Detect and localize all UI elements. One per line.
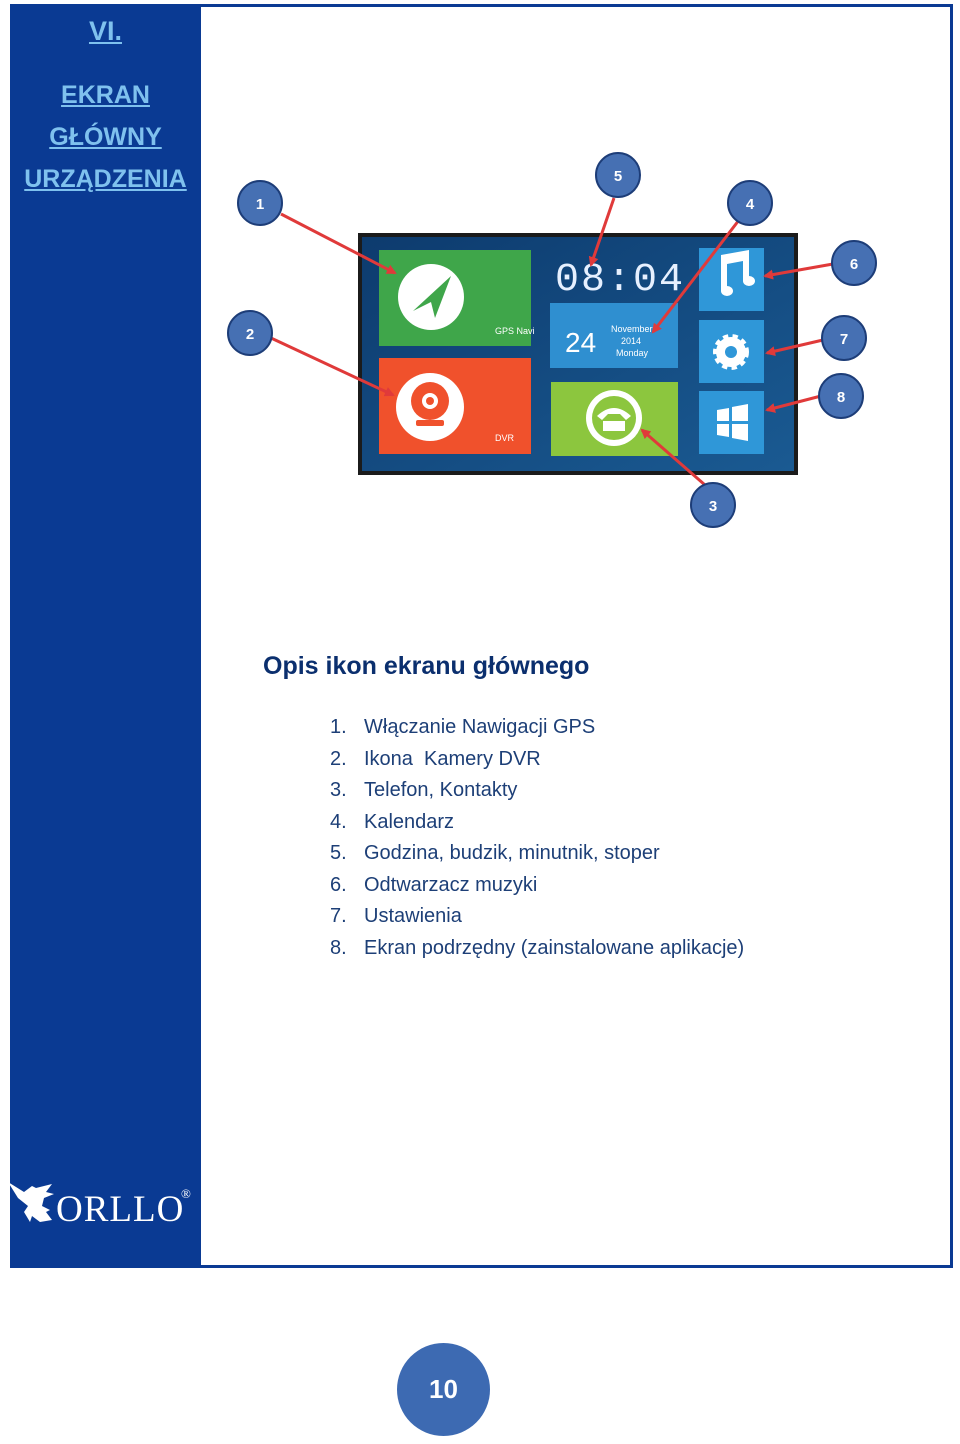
- list-item: [330, 901, 744, 933]
- callout-label: 3: [708, 498, 718, 515]
- gps-tile-label: GPS Navi: [495, 326, 535, 336]
- list-item: [330, 712, 744, 744]
- list-item: [330, 870, 744, 902]
- item-number: 8.: [330, 936, 347, 959]
- section-title-line: URZĄDZENIA: [24, 165, 187, 193]
- callout-label: 5: [613, 168, 623, 185]
- list-item: [330, 838, 744, 870]
- section-title-line: GŁÓWNY: [49, 123, 162, 151]
- dvr-tile-label: DVR: [495, 433, 515, 443]
- item-text: Ikona Kamery DVR: [364, 747, 541, 770]
- registered-mark: ®: [181, 1186, 191, 1201]
- calendar-month: November: [611, 324, 653, 334]
- item-number: 3.: [330, 779, 347, 801]
- item-number: 4.: [330, 810, 347, 833]
- section-title: [10, 74, 201, 200]
- main-screen-diagram: [225, 148, 905, 533]
- page-number: 10: [397, 1343, 490, 1436]
- item-text: Godzina, budzik, minutnik, stoper: [364, 842, 660, 864]
- item-text: Ustawienia: [364, 905, 462, 927]
- callout-label: 8: [836, 389, 846, 406]
- item-number: 2.: [330, 747, 347, 770]
- apps-tile: [699, 391, 764, 454]
- calendar-weekday: Monday: [616, 348, 649, 358]
- item-text: Odtwarzacz muzyki: [364, 873, 538, 896]
- clock-time: 08:04: [555, 258, 686, 303]
- list-item: [330, 933, 744, 965]
- diagram-caption: Opis ikon ekranu głównego: [263, 652, 590, 680]
- item-text: Ekran podrzędny (zainstalowane aplikacje): [364, 936, 745, 959]
- eagle-icon: [8, 1182, 54, 1222]
- calendar-day: 24: [565, 327, 597, 358]
- section-title-line: EKRAN: [61, 81, 150, 109]
- calendar-year: 2014: [621, 336, 642, 346]
- item-number: 1.: [330, 716, 347, 738]
- item-number: 7.: [330, 905, 347, 927]
- callout-label: 2: [245, 326, 255, 343]
- callout-label: 6: [849, 256, 859, 273]
- item-text: Kalendarz: [364, 810, 455, 833]
- list-item: [330, 775, 744, 807]
- callout-label: 7: [839, 331, 849, 348]
- callout-label: 4: [745, 196, 755, 213]
- item-text: Telefon, Kontakty: [364, 779, 518, 801]
- logo-text: ORLLO: [56, 1189, 185, 1230]
- icon-description-list: [330, 712, 744, 964]
- callout-label: 1: [255, 196, 265, 213]
- section-number: VI.: [88, 16, 122, 46]
- item-text: Włączanie Nawigacji GPS: [364, 716, 596, 738]
- item-number: 5.: [330, 842, 347, 864]
- list-item: [330, 744, 744, 776]
- list-item: [330, 807, 744, 839]
- item-number: 6.: [330, 873, 347, 896]
